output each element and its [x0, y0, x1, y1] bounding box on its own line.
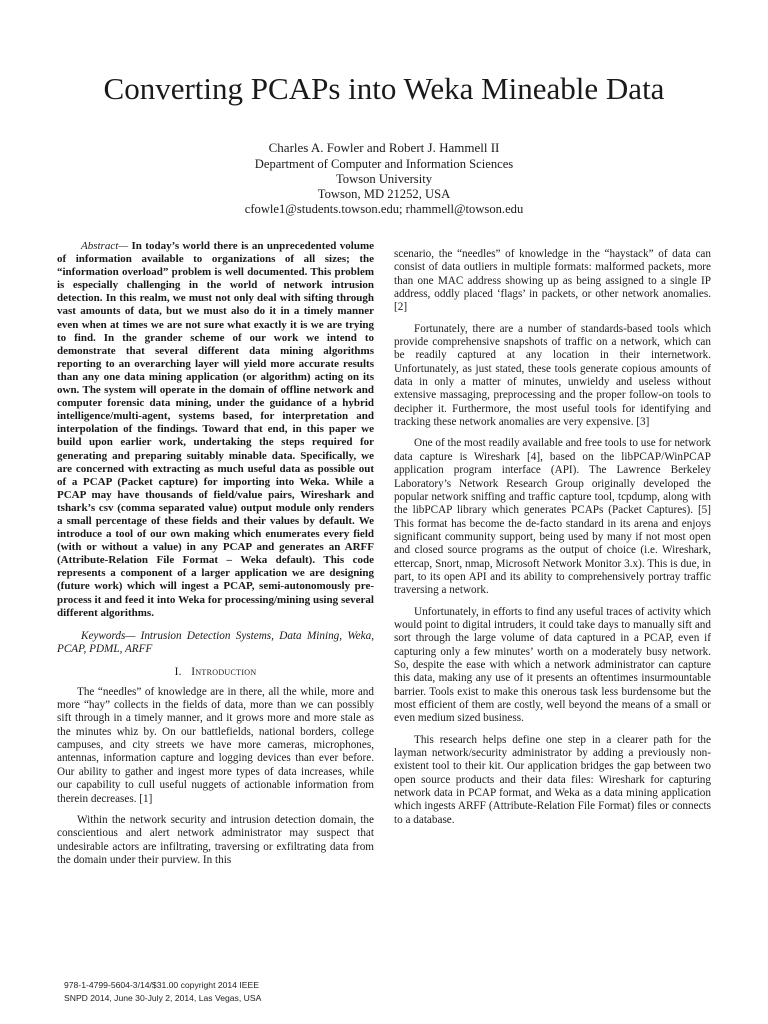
author-names: Charles A. Fowler and Robert J. Hammell II: [268, 140, 500, 155]
author-emails: cfowle1@students.towson.edu; rhammell@towson.edu: [244, 202, 524, 216]
paragraph: This research helps define one step in a clearer path for the layman network/security administrator by adding a previously non-existent tool to their kit. Our application bridges the gap between two open source products and their data files: Wireshark for capturing network data in PCAP format, and Weka as a data mining application which ingests ARFF (Attribute-Relation File Format) files or connects to a database.: [394, 733, 711, 826]
section-heading-introduction: [57, 666, 374, 679]
left-column: [57, 240, 374, 875]
right-column: [394, 248, 711, 835]
paragraph: scenario, the “needles” of knowledge in the “haystack” of data can consist of data outliers in multiple formats: malformed packets, more than one MAC address showing up as being assigned to a single IP address, oddly placed ‘flags’ in packets, or other network anomalies. [2]: [394, 248, 711, 314]
conference-line: SNPD 2014, June 30-July 2, 2014, Las Vegas, USA: [64, 992, 262, 1003]
copyright-line: 978-1-4799-5604-3/14/$31.00 copyright 2014 IEEE: [64, 980, 259, 990]
paragraph: The “needles” of knowledge are in there, all the while, more and more “hay” collects in the fields of data, more than we can possibly sift through in a timely manner, and it grows more and more stale as the minutes whiz by. On our battlefields, national borders, college campuses, and city streets we have more cameras, microphones, antennas, information capture and logging devices than ever before. Our ability to gather and ingest more types of data increases, while our capability to cull useful nuggets of actionable information from therein decreases. [1]: [57, 685, 374, 805]
abstract-lead: Abstract—: [81, 240, 129, 252]
abstract: [57, 240, 374, 620]
abstract-text: In today’s world there is an unprecedented volume of information available to organizations of all sizes; the “information overload” problem is well documented. This problem is especially challenging in the world of network intrusion detection. In this realm, we must not only deal with sifting through vast amounts of data, but we must also do it in a timely manner even when at times we are not sure what exactly it is we are trying to find. In the grander scheme of our work we intend to demonstrate that several different data mining algorithms reporting to an overarching layer will yield more accurate results than any one data mining application (or algorithm) acting on its own. The system will operate in the domain of offline network and computer forensic data mining, under the guidance of a hybrid intelligence/multi-agent, systems based, for interpretation and interpolation of the findings. Toward that end, in this paper we build upon earlier work, undertaking the steps required for generating and preparing suitably minable data. Specifically, we are concerned with extracting as much useful data as possible out of a PCAP (Packet capture) for importing into Weka. While a PCAP may have thousands of field/value pairs, Wireshark and tshark’s csv (comma separated value) output module only renders a small percentage of these fields and their values by default. We introduce a tool of our own making which enumerates every field (with or without a value) in any PCAP and generates an ARFF (Attribute-Relation File Format – Weka default). This code represents a component of a larger application we are designing (future work) which will ingest a PCAP, semi-autonomously pre-process it and feed it into Weka for processing/mining using several different algorithms.: [57, 240, 374, 619]
affiliation-university: Towson University: [335, 172, 432, 186]
paragraph: Fortunately, there are a number of standards-based tools which provide comprehensive snapshots of traffic on a network, which can be readily captured at any location in their internetwork. Unfortunately, as just stated, these tools generate copious amounts of data in only a matter of minutes, unwieldy and useless without extensive massaging, preprocessing and the proper follow-on tools to decipher it. Furthermore, the most useful tools for identifying and tracking these network anomalies are very expensive. [3]: [394, 322, 711, 429]
section-number: I.: [174, 666, 182, 679]
paragraph: One of the most readily available and free tools to use for network data capture is Wireshark [4], based on the libPCAP/WinPCAP application program interface (API). The Lawrence Berkeley Laboratory’s Network Research Group originally developed the popular network sniffing and traffic capture tool, tcpdump, along with the libPCAP library which generates PCAPs (Packet Captures). [5] This format has become the de-facto standard in its arena and enjoys significant community support, being used by many if not most open and closed source programs as the output of choice (i.e. Wireshark, ettercap, Snort, nmap, Microsoft Network Monitor 3.x). This is due, in part, to its open API and its ability to comprehensively portray traffic traversing a network.: [394, 437, 711, 597]
paragraph: Within the network security and intrusion detection domain, the conscientious and alert network administrator may suspect that undesirable actors are infiltrating, traversing or exfiltrating data from the domain under their purview. In this: [57, 813, 374, 866]
section-title: Introduction: [191, 666, 257, 679]
copyright-footer: [64, 979, 261, 1004]
keywords: Keywords— Intrusion Detection Systems, Data Mining, Weka, PCAP, PDML, ARFF: [57, 629, 374, 656]
author-block: [0, 140, 768, 217]
affiliation-address: Towson, MD 21252, USA: [317, 187, 451, 201]
paper-title: Converting PCAPs into Weka Mineable Data: [103, 71, 665, 106]
paragraph: Unfortunately, in efforts to find any useful traces of activity which would point to digital intruders, it could take days to manually sift and sort through the large volume of data captured in a PCAP, even if capturing only a few minutes’ worth on a moderately busy network. So, despite the ease with which a network administrator can capture this data, making any use of it presents an oftentimes insurmountable barrier. Tools exist to make this onerous task less burdensome but the most efficient of them are costly, well beyond the means of a small or even medium sized business.: [394, 605, 712, 725]
affiliation-department: Department of Computer and Information Sciences: [254, 157, 514, 171]
